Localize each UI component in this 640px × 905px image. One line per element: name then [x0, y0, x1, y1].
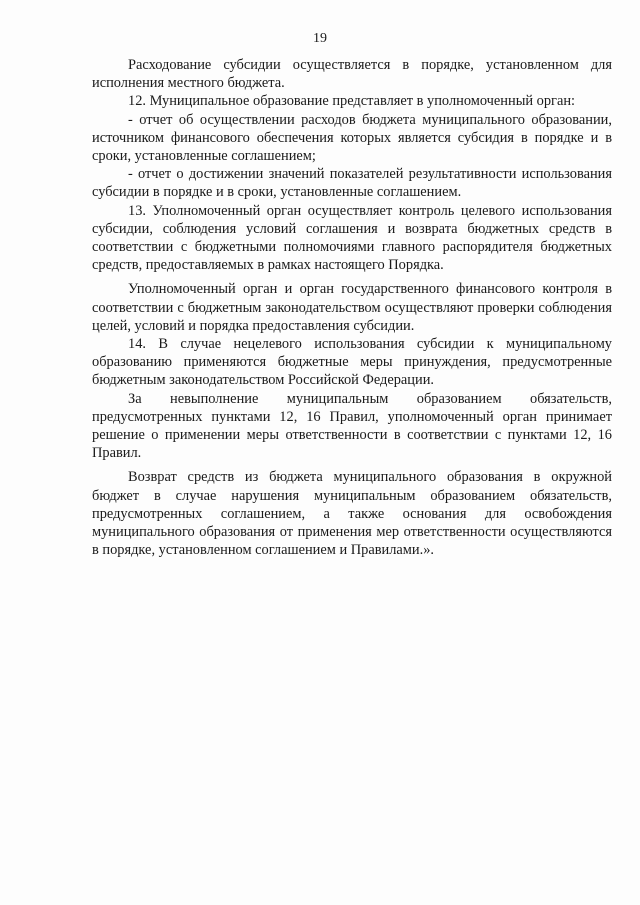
paragraph-item-13: 13. Уполномоченный орган осуществляет контроль целевого использования субсидии, соблюдения условий соглашения и возврата бюджетных средств в соответствии с бюджетными полномочиями главного распорядителя бюджетных средств, предоставляемых в рамках настоящего Порядка.: [92, 202, 612, 274]
document-body: [92, 56, 612, 559]
paragraph-expense-report: - отчет об осуществлении расходов бюджета муниципального образовании, источником финансового обеспечения которых является субсидия в порядке и в сроки, установленные соглашением;: [92, 111, 612, 165]
paragraph-item-12: 12. Муниципальное образование представляет в уполномоченный орган:: [128, 93, 576, 110]
paragraph-financial-control: Уполномоченный орган и орган государственного финансового контроля в соответствии с бюджетным законодательством осуществляют проверки соблюдения целей, условий и порядка предоставления субсидии.: [92, 281, 612, 334]
paragraph-performance-report: - отчет о достижении значений показателей результативности использования субсидии в порядке и в сроки, установленные соглашением.: [92, 166, 612, 201]
paragraph-refund: Возврат средств из бюджета муниципального образования в окружной бюджет в случае нарушения муниципальным образованием обязательств, предусмотренных соглашением, а также основания для освобождения муниципального образования от применения мер ответственности осуществляются в порядке, установленном соглашением и Правилами.».: [92, 469, 612, 559]
paragraph-non-fulfillment: За невыполнение муниципальным образованием обязательств, предусмотренных пунктами 12, 16 Правил, уполномоченный орган принимает решение о применении меры ответственности в соответствии с пунктами 12, 16 Правил.: [92, 390, 612, 462]
paragraph-item-14: 14. В случае нецелевого использования субсидии к муниципальному образованию применяются бюджетные меры принуждения, предусмотренные бюджетным законодательством Российской Федерации.: [92, 336, 612, 389]
paragraph-subsidy-spending: Расходование субсидии осуществляется в порядке, установленном для исполнения местного бюджета.: [92, 57, 612, 92]
page-number: 19: [313, 31, 327, 46]
